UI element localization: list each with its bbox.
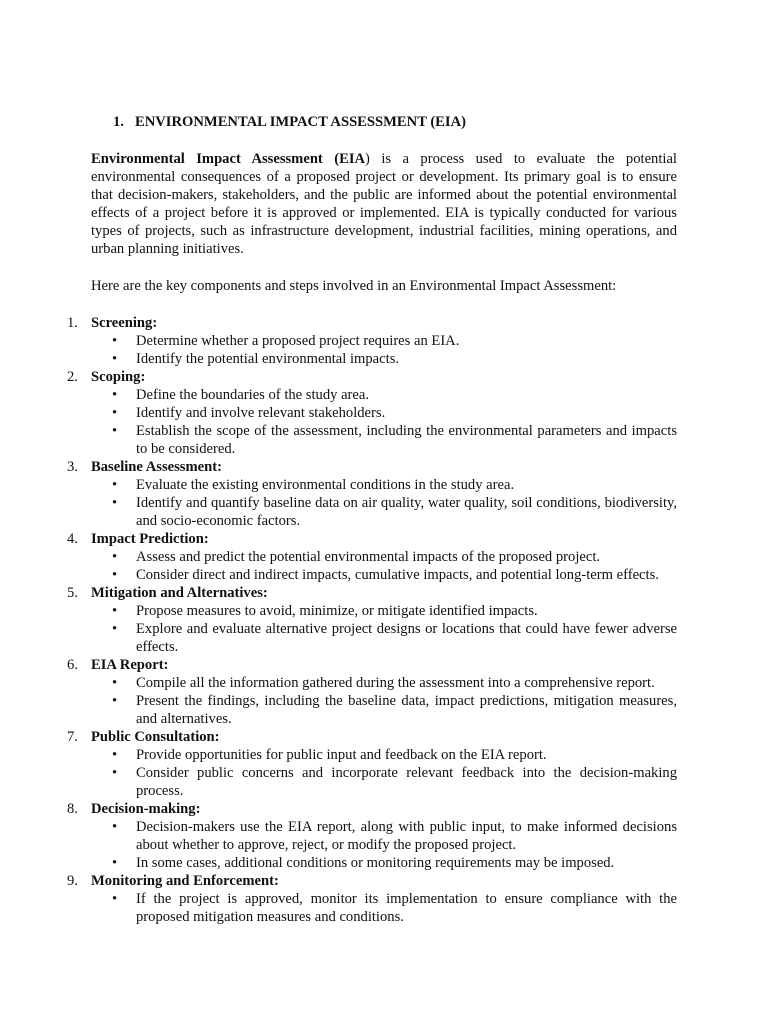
bullet-item: • Identify the potential environmental impacts. (136, 350, 677, 368)
step-item (67, 584, 677, 656)
step-bullet-list (91, 476, 677, 530)
heading-title: ENVIRONMENTAL IMPACT ASSESSMENT (EIA) (135, 114, 466, 130)
step-bullet-list (91, 386, 677, 458)
step-bullet-list (91, 674, 677, 728)
step-title: Screening: (91, 315, 158, 331)
step-number: 2. (67, 369, 78, 385)
step-number: 4. (67, 531, 78, 547)
step-bullet-list (91, 746, 677, 800)
bullet-item: • Consider public concerns and incorporate relevant feedback into the decision-making process. (136, 764, 677, 800)
bullet-item: • Present the findings, including the baseline data, impact predictions, mitigation measures, and alternatives. (136, 692, 677, 728)
step-title: Public Consultation: (91, 729, 220, 745)
bullet-item: • Propose measures to avoid, minimize, or mitigate identified impacts. (136, 602, 677, 620)
step-title: Decision-making: (91, 801, 201, 817)
step-item (67, 800, 677, 872)
bullet-item: • Consider direct and indirect impacts, cumulative impacts, and potential long-term effects. (136, 566, 677, 584)
step-number: 7. (67, 729, 78, 745)
step-bullet-list (91, 890, 677, 926)
bullet-item: • In some cases, additional conditions or monitoring requirements may be imposed. (136, 854, 677, 872)
bullet-item: • Identify and quantify baseline data on air quality, water quality, soil conditions, biodiversity, and socio-economic factors. (136, 494, 677, 530)
step-bullet-list (91, 332, 677, 368)
step-number: 9. (67, 873, 78, 889)
step-number: 1. (67, 315, 78, 331)
step-item (67, 872, 677, 926)
step-item (67, 530, 677, 584)
step-bullet-list (91, 548, 677, 584)
step-item (67, 314, 677, 368)
step-title: EIA Report: (91, 657, 169, 673)
step-number: 3. (67, 459, 78, 475)
lead-sentence: Here are the key components and steps involved in an Environmental Impact Assessment: (91, 278, 617, 294)
bullet-item: • Establish the scope of the assessment, including the environmental parameters and impacts to be considered. (136, 422, 677, 458)
bullet-item: • Determine whether a proposed project requires an EIA. (136, 332, 677, 350)
step-title: Monitoring and Enforcement: (91, 873, 279, 889)
bullet-item: • Provide opportunities for public input and feedback on the EIA report. (136, 746, 677, 764)
intro-bold-term: Environmental Impact Assessment (EIA (91, 151, 366, 167)
section-heading (113, 113, 466, 131)
bullet-item: • Compile all the information gathered during the assessment into a comprehensive report. (136, 674, 677, 692)
intro-paragraph (91, 150, 677, 258)
step-item (67, 656, 677, 728)
bullet-item: • If the project is approved, monitor its implementation to ensure compliance with the proposed mitigation measures and conditions. (136, 890, 677, 926)
bullet-item: • Identify and involve relevant stakeholders. (136, 404, 677, 422)
step-title: Scoping: (91, 369, 146, 385)
step-item (67, 458, 677, 530)
bullet-item: • Explore and evaluate alternative project designs or locations that could have fewer adverse effects. (136, 620, 677, 656)
step-bullet-list (91, 818, 677, 872)
step-bullet-list (91, 602, 677, 656)
step-number: 8. (67, 801, 78, 817)
bullet-item: • Define the boundaries of the study area. (136, 386, 677, 404)
steps-list (67, 314, 677, 926)
step-number: 6. (67, 657, 78, 673)
step-title: Mitigation and Alternatives: (91, 585, 268, 601)
step-title: Baseline Assessment: (91, 459, 222, 475)
step-number: 5. (67, 585, 78, 601)
step-item (67, 728, 677, 800)
bullet-item: • Evaluate the existing environmental conditions in the study area. (136, 476, 677, 494)
heading-number: 1. (113, 114, 124, 130)
intro-text: ) is a process used to evaluate the potential environmental consequences of a proposed project or development. Its primary goal is to ensure that decision-makers, stakeholders, and the public are informed about the potential environmental effects of a project before it is approved or implemented. EIA is typically conducted for various types of projects, such as infrastructure development, industrial facilities, mining operations, and urban planning initiatives. (91, 151, 677, 257)
bullet-item: • Assess and predict the potential environmental impacts of the proposed project. (136, 548, 677, 566)
bullet-item: • Decision-makers use the EIA report, along with public input, to make informed decisions about whether to approve, reject, or modify the proposed project. (136, 818, 677, 854)
step-item (67, 368, 677, 458)
step-title: Impact Prediction: (91, 531, 209, 547)
